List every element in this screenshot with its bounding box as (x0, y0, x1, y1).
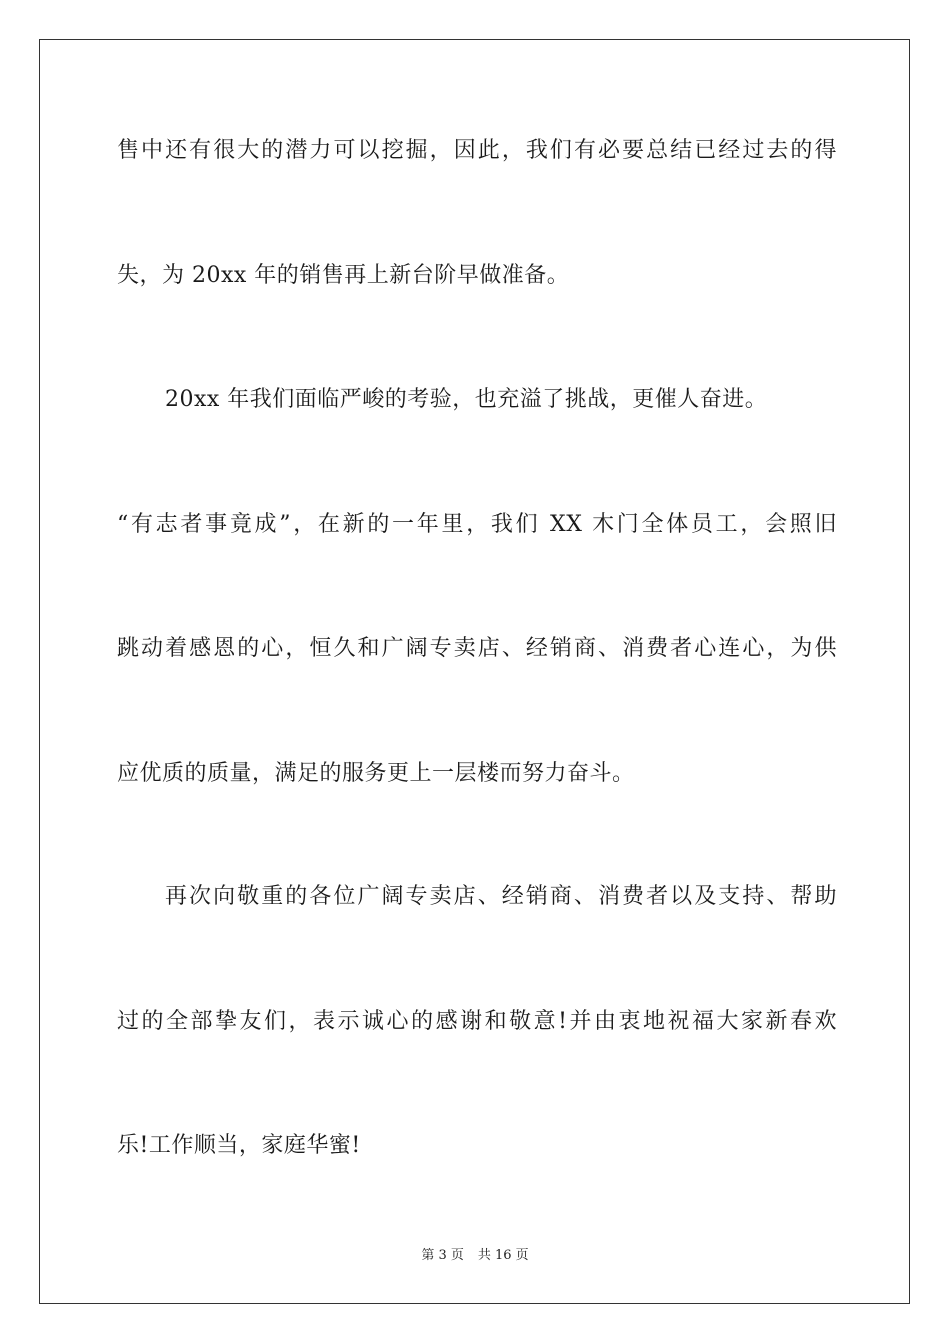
page-total: 共 16 页 (477, 1248, 529, 1263)
page-number: 第 3 页 (421, 1248, 464, 1263)
page-border (39, 39, 910, 1304)
paragraph-start-line: 20xx 年我们面临严峻的考验，也充溢了挑战，更催人奋进。 (165, 387, 768, 412)
text-line: 售中还有很大的潜力可以挖掘，因此，我们有必要总结已经过去的得 (117, 138, 837, 163)
text-line: 乐!工作顺当，家庭华蜜! (117, 1133, 361, 1158)
text-line: 跳动着感恩的心，恒久和广阔专卖店、经销商、消费者心连心，为供 (117, 636, 837, 661)
text-line: 失，为 20xx 年的销售再上新台阶早做准备。 (117, 263, 570, 288)
text-line: 过的全部挚友们，表示诚心的感谢和敬意!并由衷地祝福大家新春欢 (117, 1009, 837, 1034)
paragraph-start-line: 再次向敬重的各位广阔专卖店、经销商、消费者以及支持、帮助 (165, 884, 837, 909)
text-line: “有志者事竟成”，在新的一年里，我们 XX 木门全体员工，会照旧 (117, 512, 837, 537)
text-line: 应优质的质量，满足的服务更上一层楼而努力奋斗。 (117, 761, 635, 786)
page-footer (0, 1247, 950, 1265)
